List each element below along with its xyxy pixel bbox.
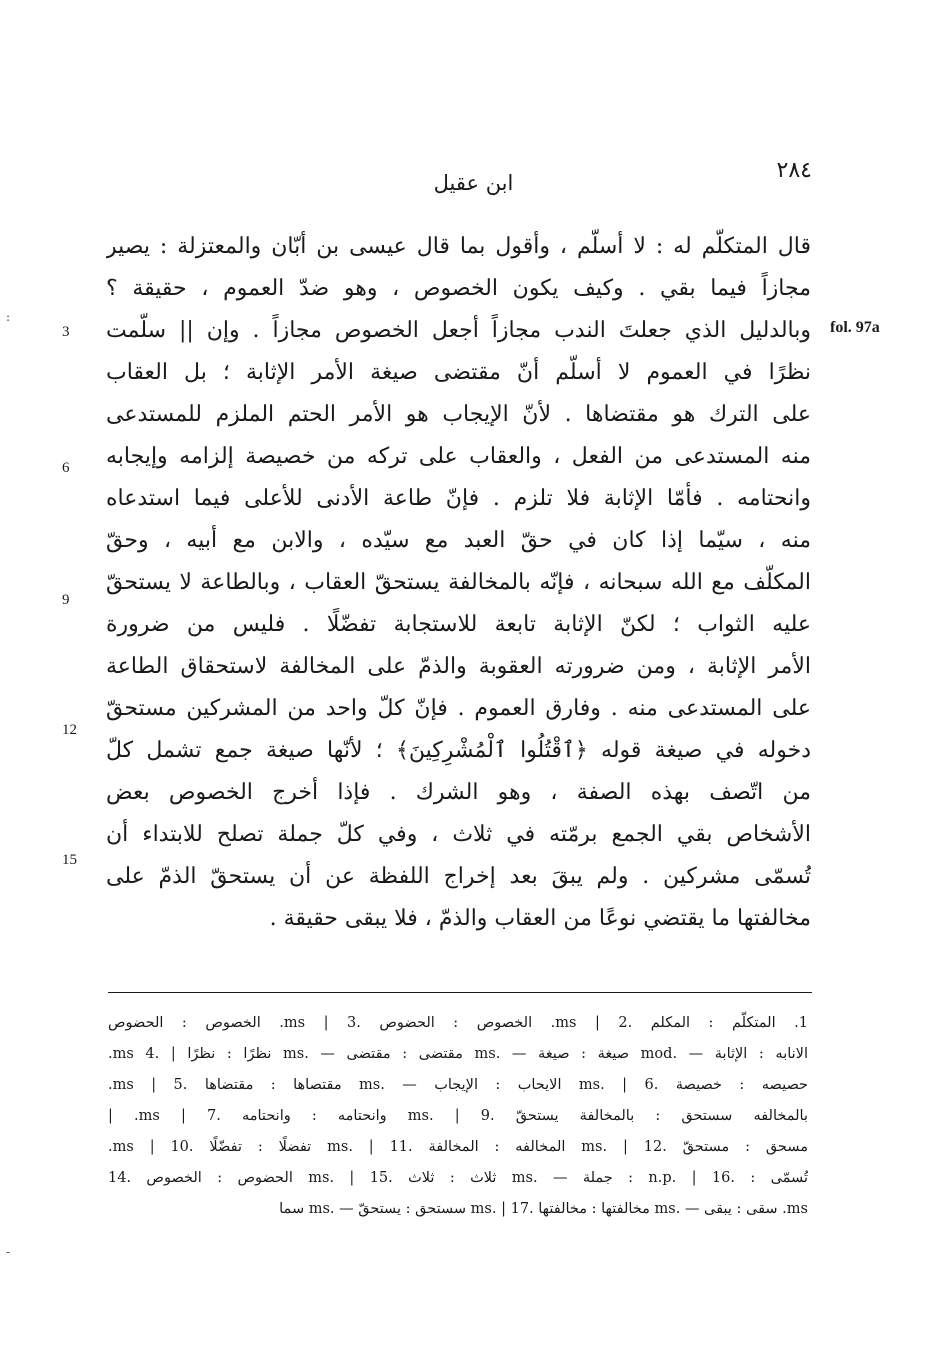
apparatus-line: حصيصه : خصيصة .6 | .ms الايحاب : الإيجاب — .ms مقتصاها : مقتضاها .5 | ms. xyxy=(108,1077,808,1093)
apparatus-line: ms. سقى : يبقى — .ms مخالفتها : مخالفتها .17 | .ms سستحق : يستحقّ — .ms سما xyxy=(279,1201,808,1217)
footnote-divider xyxy=(108,992,812,993)
apparatus-line: 1. المتكلّم : المكلم .ms | 2. الخصوص : الحضوص .ms | 3. الخصوص : الحضوص xyxy=(108,1015,808,1031)
line-number-15: 15 xyxy=(62,852,77,868)
text-line: الأمر الإثابة ، ومن ضرورته العقوبة والذمّ على المخالفة لاستحقاق الطاعة xyxy=(106,654,811,679)
line-number-6: 6 xyxy=(62,460,70,476)
scan-edge-mark: : xyxy=(6,310,11,324)
text-line: نظرًا في العموم لا أسلّم أنّ مقتضى صيغة الأمر الإثابة ؛ بل العقاب xyxy=(106,360,811,385)
line-number-3: 3 xyxy=(62,324,70,340)
text-line: منه المستدعى من الفعل ، والعقاب على تركه من خصيصة إلزامه وإيجابه xyxy=(106,444,811,469)
text-line: المكلّف مع الله سبحانه ، فإنّه بالمخالفة يستحقّ العقاب ، وبالطاعة لا يستحقّ xyxy=(106,570,811,595)
apparatus-line: مسحق : مستحقّ .12 | .ms المخالفه : المخالفة .11 | .ms تفضلًا : تفضّلًا .10 | ms. xyxy=(108,1139,808,1155)
running-title: ابن عقيل xyxy=(433,171,514,195)
critical-apparatus xyxy=(108,1008,808,1225)
text-line: تُسمّى مشركين . ولم يبقَ بعد إخراج اللفظة عن أن يستحقّ الذمّ على xyxy=(106,864,811,889)
text-line: عليه الثواب ؛ لكنّ الإثابة تابعة للاستجابة تفضّلًا . فليس من ضرورة xyxy=(106,612,811,637)
text-line: وبالدليل الذي جعلتَ الندب مجازاً أجعل الخصوص مجازاً . وإن || سلّمت xyxy=(106,318,811,343)
apparatus-line: بالمخالفه سستحق : بالمخالفة يستحقّ .9 | .ms وانحتامه : وانحتامه .7 | ms. | xyxy=(108,1108,808,1124)
line-number-12: 12 xyxy=(62,722,77,738)
page-number: ٢٨٤ xyxy=(776,158,812,183)
text-line: الأشخاص بقي الجمع برمّته في ثلاث ، وفي كلّ جملة تصلح للابتداء أن xyxy=(106,822,811,847)
text-line: من اتّصف بهذه الصفة ، وهو الشرك . فإذا أخرج الخصوص بعض xyxy=(106,780,811,805)
text-line: قال المتكلّم له : لا أسلّم ، وأقول بما قال عيسى بن أبّان والمعتزلة : يصير xyxy=(106,234,811,259)
scan-edge-mark: - xyxy=(6,1245,11,1259)
text-line: على المستدعى منه . وفارق العموم . فإنّ كلّ واحد من المشركين مستحقّ xyxy=(106,696,811,721)
text-line: وانحتامه . فأمّا الإثابة فلا تلزم . فإنّ طاعة الأدنى للأعلى فيما استدعاه xyxy=(106,486,811,511)
folio-marker: fol. 97a xyxy=(830,319,880,336)
text-line: منه ، سيّما إذا كان في حقّ العبد مع سيّده ، والابن مع أبيه ، وحقّ xyxy=(106,528,811,553)
apparatus-line: الانابه : الإثابة — .mod صيغة : صيغة — .ms مقتضى : مقتضى — .ms نظرًا : نظرًا | .4 ms. xyxy=(108,1046,808,1062)
text-line: دخوله في صيغة قوله ﴿ٱقْتُلُوا ٱلْمُشْرِكِينَ﴾ ؛ لأنّها صيغة جمع تشمل كلّ xyxy=(106,738,811,763)
main-text xyxy=(106,226,811,940)
text-line: مخالفتها ما يقتضي نوعًا من العقاب والذمّ ، فلا يبقى حقيقة . xyxy=(269,906,811,931)
apparatus-line: تُسمّى : .16 | .n.p : جملة — .ms ثلاث : ثلاث .15 | .ms الحضوص : الخصوص .14 xyxy=(108,1170,808,1186)
line-number-9: 9 xyxy=(62,592,70,608)
text-line: مجازاً فيما بقي . وكيف يكون الخصوص ، وهو ضدّ العموم ، حقيقة ؟ xyxy=(106,276,811,301)
text-line: على الترك هو مقتضاها . لأنّ الإيجاب هو الأمر الحتم الملزم للمستدعى xyxy=(106,402,811,427)
